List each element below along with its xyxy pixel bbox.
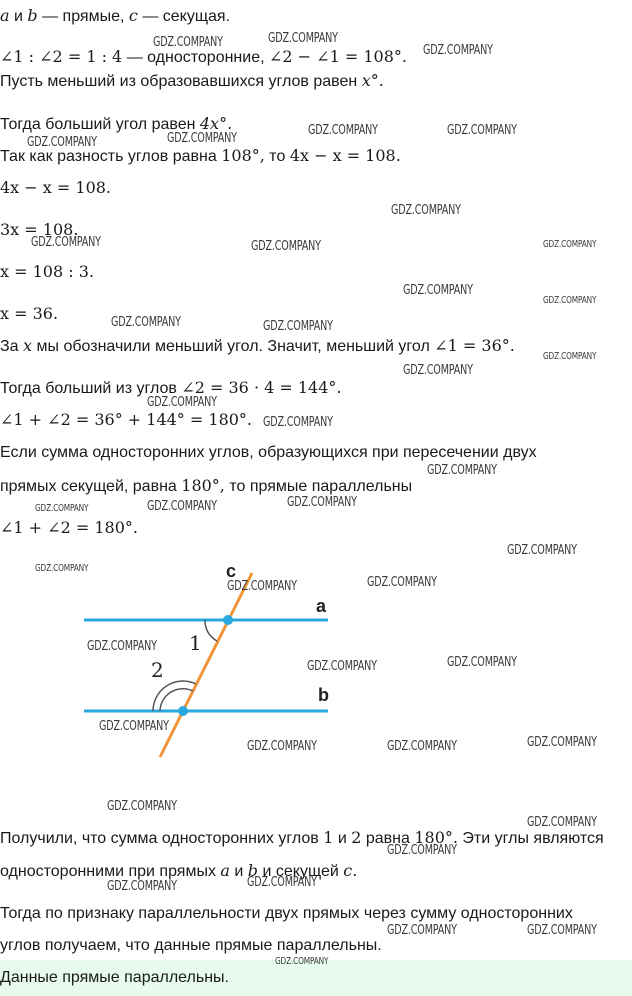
text: и секущей	[262, 863, 339, 880]
difference-expr: ∠2 − ∠1 = 108°.	[269, 47, 407, 66]
watermark: GDZ.COMPANY	[507, 543, 577, 558]
equation-3: x = 108 : 3.	[0, 262, 94, 281]
text: Тогда больший из углов	[0, 380, 177, 397]
watermark: GDZ.COMPANY	[423, 43, 493, 58]
text: — прямые,	[42, 8, 125, 25]
watermark: GDZ.COMPANY	[247, 875, 317, 890]
watermark: GDZ.COMPANY	[527, 923, 597, 938]
watermark: GDZ.COMPANY	[227, 579, 297, 594]
text: и	[234, 863, 244, 880]
angle-num-1: 1	[323, 828, 334, 847]
text: и	[14, 8, 23, 25]
watermark: GDZ.COMPANY	[527, 735, 597, 750]
conclusion-line-3: Тогда по признаку параллельности двух прямых через сумму односторонних	[0, 905, 573, 922]
watermark: GDZ.COMPANY	[367, 575, 437, 590]
watermark: GDZ.COMPANY	[387, 923, 457, 938]
watermark: GDZ.COMPANY	[247, 739, 317, 754]
label-b: b	[318, 685, 329, 705]
watermark: GDZ.COMPANY	[543, 239, 597, 250]
equation-6: ∠1 + ∠2 = 180°.	[0, 518, 138, 537]
watermark: GDZ.COMPANY	[153, 35, 223, 50]
transversal-c	[160, 573, 252, 757]
watermark: GDZ.COMPANY	[307, 659, 377, 674]
answer-text: Данные прямые параллельны.	[0, 969, 229, 986]
watermark: GDZ.COMPANY	[403, 283, 473, 298]
watermark: GDZ.COMPANY	[527, 815, 597, 830]
text: мы обозначили меньший угол. Значит, меньший угол	[36, 338, 430, 355]
expr-4x: 4x°.	[199, 114, 233, 133]
watermark: GDZ.COMPANY	[308, 123, 378, 138]
text: то прямые параллельны	[229, 478, 413, 495]
watermark: GDZ.COMPANY	[275, 956, 329, 967]
text: и	[337, 830, 347, 847]
watermark: GDZ.COMPANY	[87, 639, 157, 654]
equation-5: ∠1 + ∠2 = 36° + 144° = 180°.	[0, 410, 253, 429]
theorem-line-1: Если сумма односторонних углов, образующихся при пересечении двух	[0, 444, 537, 461]
watermark: GDZ.COMPANY	[268, 31, 338, 46]
angle1-value: ∠1 = 36°.	[434, 336, 515, 355]
watermark: GDZ.COMPANY	[403, 363, 473, 378]
var-x-deg: x°.	[361, 71, 384, 90]
var-b: b	[27, 6, 38, 25]
conclusion-line-1	[0, 828, 604, 849]
text: — односторонние,	[126, 49, 265, 66]
watermark: GDZ.COMPANY	[31, 235, 101, 250]
watermark: GDZ.COMPANY	[147, 395, 217, 410]
equation-2: 3x = 108.	[0, 220, 79, 239]
watermark: GDZ.COMPANY	[427, 463, 497, 478]
watermark: GDZ.COMPANY	[251, 239, 321, 254]
watermark: GDZ.COMPANY	[543, 295, 597, 306]
text: Тогда больший угол равен	[0, 116, 196, 133]
watermark: GDZ.COMPANY	[107, 799, 177, 814]
text: односторонними при прямых	[0, 863, 216, 880]
text: прямых секущей, равна	[0, 478, 177, 495]
watermark: GDZ.COMPANY	[263, 319, 333, 334]
var-a: a	[220, 861, 230, 880]
angle1-label: 1	[189, 631, 202, 655]
watermark: GDZ.COMPANY	[391, 203, 461, 218]
watermark: GDZ.COMPANY	[107, 879, 177, 894]
text: Пусть меньший из образовавшихся углов равен	[0, 73, 358, 90]
intersection-point-b	[178, 706, 188, 716]
text: За	[0, 338, 19, 355]
var-a: a	[0, 6, 10, 25]
var-c: c.	[343, 861, 358, 880]
equation: 4x − x = 108.	[289, 146, 401, 165]
angle2-label: 2	[151, 658, 164, 682]
watermark: GDZ.COMPANY	[447, 123, 517, 138]
var-b: b	[247, 861, 259, 880]
equation-4: x = 36.	[0, 304, 59, 323]
watermark: GDZ.COMPANY	[387, 739, 457, 754]
watermark: GDZ.COMPANY	[387, 843, 457, 858]
text: равна	[365, 830, 410, 847]
watermark: GDZ.COMPANY	[35, 563, 89, 574]
angle1-arc	[205, 620, 217, 641]
watermark: GDZ.COMPANY	[99, 719, 169, 734]
value-180: 180°,	[181, 476, 225, 495]
watermark: GDZ.COMPANY	[287, 495, 357, 510]
label-c: c	[226, 561, 237, 581]
angle-num-2: 2	[351, 828, 362, 847]
equation-1: 4x − x = 108.	[0, 178, 112, 197]
watermark: GDZ.COMPANY	[447, 655, 517, 670]
watermark: GDZ.COMPANY	[167, 131, 237, 146]
value-180: 180°.	[414, 828, 458, 847]
angle2-value: ∠2 = 36 · 4 = 144°.	[181, 378, 342, 397]
text: — секущая.	[142, 8, 231, 25]
watermark: GDZ.COMPANY	[263, 415, 333, 430]
text: Так как разность углов равна	[0, 148, 217, 165]
watermark: GDZ.COMPANY	[27, 135, 97, 150]
label-a: a	[316, 596, 327, 616]
var-c: c	[128, 6, 138, 25]
watermark: GDZ.COMPANY	[147, 499, 217, 514]
ratio-expr: ∠1 : ∠2 = 1 : 4	[0, 47, 123, 66]
text: Получили, что сумма односторонних углов	[0, 830, 319, 847]
conclusion-line-4: углов получаем, что данные прямые параллельны.	[0, 937, 382, 954]
watermark: GDZ.COMPANY	[543, 351, 597, 362]
watermark: GDZ.COMPANY	[35, 503, 89, 514]
var-x: x	[23, 336, 33, 355]
value-108: 108°,	[221, 146, 265, 165]
text: Эти углы являются	[462, 830, 604, 847]
text: то	[269, 148, 286, 165]
intersection-point-a	[223, 615, 233, 625]
watermark: GDZ.COMPANY	[111, 315, 181, 330]
